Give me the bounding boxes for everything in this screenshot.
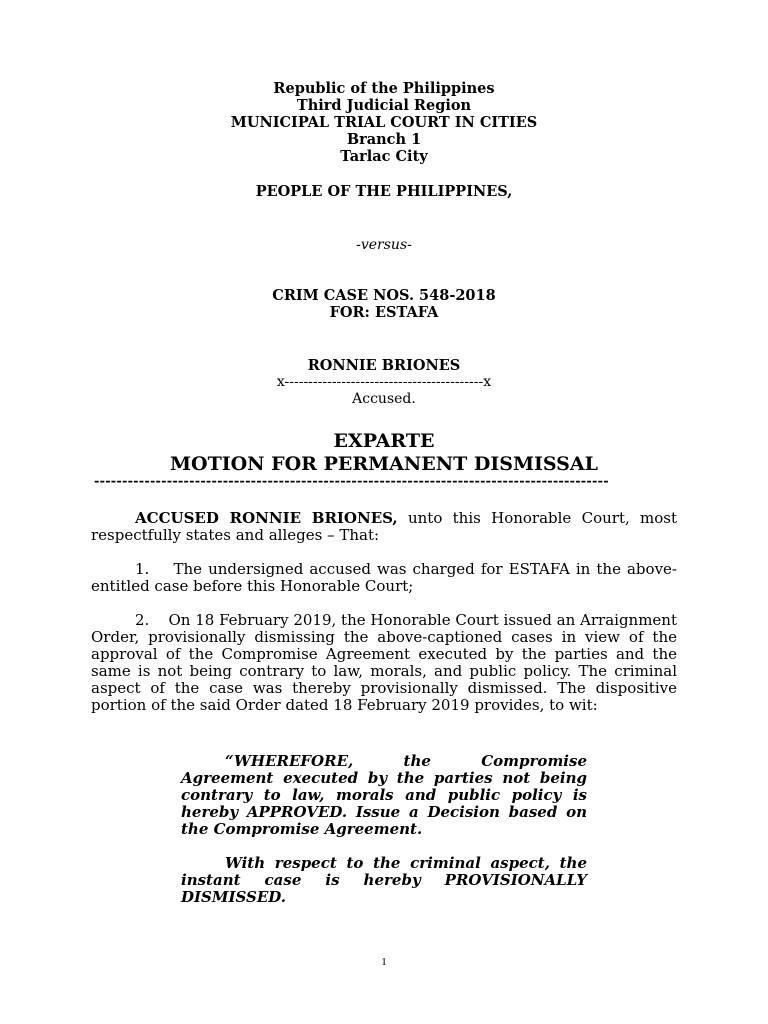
versus: -versus-: [356, 237, 412, 253]
intro-paragraph: [91, 510, 677, 544]
paragraph-2-text: On 18 February 2019, the Honorable Court issued an Arraignment Order, provisionally dismissing the above-captioned cases in view of the approval of the Compromise Agreement executed by the parties and the same is not being contrary to law, morals, and public policy. The criminal aspect of the case was thereby provisionally dismissed. The dispositive portion of the said Order dated 18 February 2019 provides, to wit:: [91, 611, 677, 714]
paragraph-2: [91, 612, 677, 714]
paragraph-1-number: 1.: [135, 560, 150, 578]
paragraph-1: [91, 561, 677, 595]
header-branch: Branch 1: [346, 131, 422, 148]
quoted-order-2-text: With respect to the criminal aspect, the instant case is hereby PROVISIONALLY DISMISSED.: [181, 854, 587, 906]
accused-label: Accused.: [352, 391, 416, 407]
header-court: MUNICIPAL TRIAL COURT IN CITIES: [230, 114, 538, 131]
intro-text: unto this Honorable Court, most respectfully states and alleges – That:: [91, 509, 678, 544]
quoted-order-1-text: “WHEREFORE, the Compromise Agreement executed by the parties not being contrary to law, morals and public policy is hereby APPROVED. Issue a Decision based on the Compromise Agreement.: [181, 752, 587, 838]
paragraph-1-text: The undersigned accused was charged for ESTAFA in the above-entitled case before this Honorable Court;: [91, 560, 677, 595]
caption-separator: x------------------------------------------x: [276, 374, 492, 390]
document-title: [0, 430, 768, 476]
page-number: 1: [381, 956, 387, 968]
court-header: [0, 80, 768, 165]
case-charge: FOR: ESTAFA: [329, 304, 439, 321]
case-number: CRIM CASE NOS. 548-2018: [272, 287, 496, 304]
title-line-1: EXPARTE: [333, 430, 435, 452]
title-line-2: MOTION FOR PERMANENT DISMISSAL: [169, 453, 599, 475]
paragraph-2-number: 2.: [135, 611, 150, 629]
header-region: Third Judicial Region: [296, 97, 472, 114]
plaintiff: PEOPLE OF THE PHILIPPINES,: [255, 183, 513, 200]
header-city: Tarlac City: [340, 148, 428, 165]
intro-party: ACCUSED RONNIE BRIONES,: [135, 509, 398, 527]
accused-name: RONNIE BRIONES: [307, 357, 461, 374]
header-republic: Republic of the Philippines: [273, 80, 495, 97]
title-rule: --------------------------------------------------------------------------------------------: [94, 474, 609, 489]
quoted-order-2: [181, 855, 587, 906]
quoted-order-1: [181, 753, 587, 838]
